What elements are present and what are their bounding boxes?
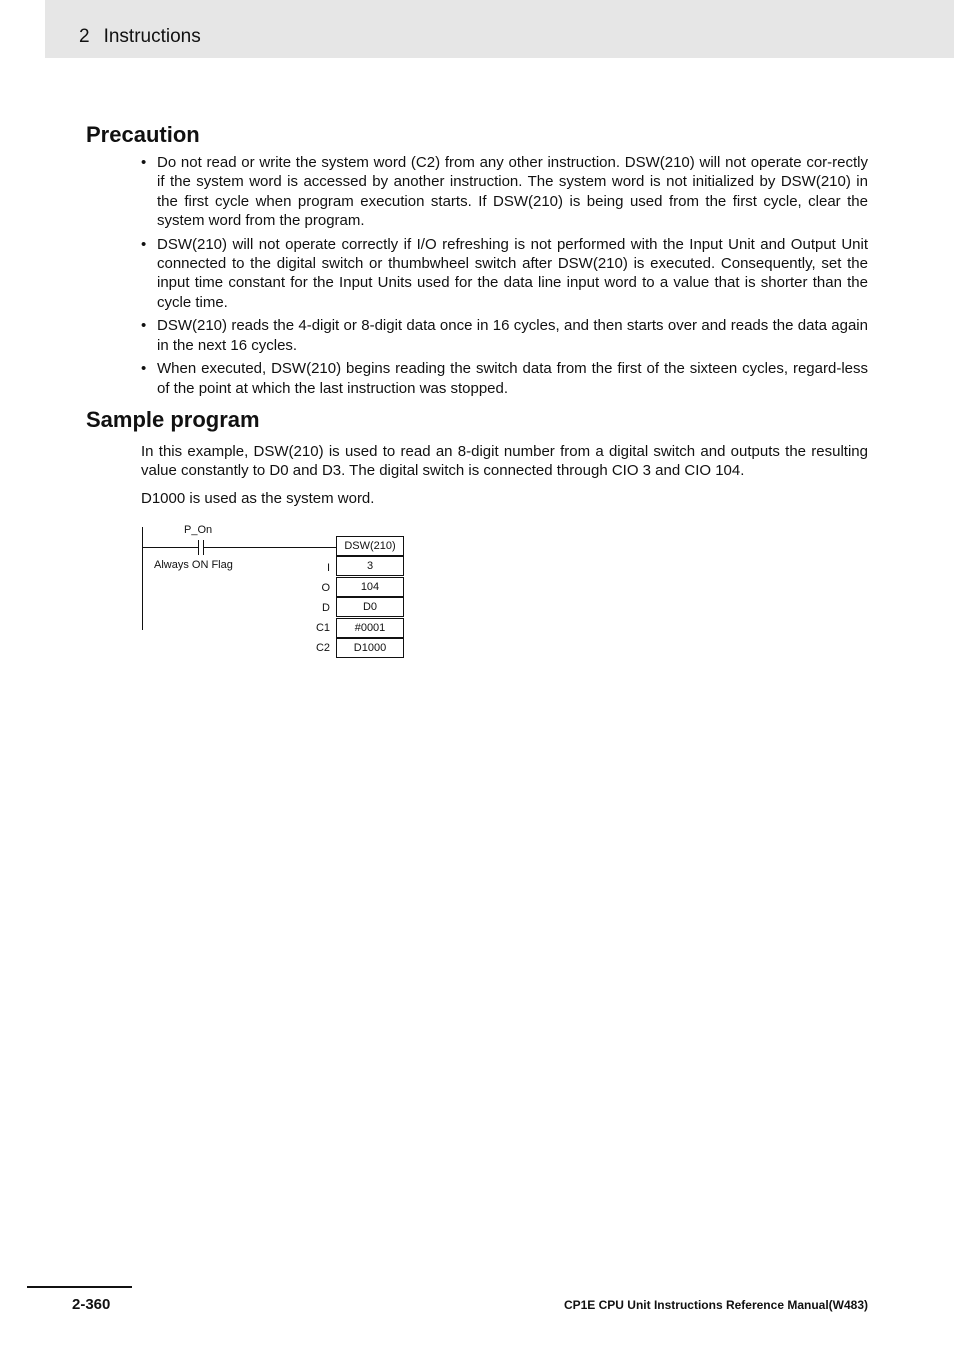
page-number: 2-360 (72, 1296, 111, 1313)
precaution-list (141, 153, 868, 398)
precaution-item: • Do not read or write the system word (C2) from any other instruction. DSW(210) will not operate cor-rectly if the system word is accessed by another instruction. The system word is not initialized by DSW(210) in the first cycle when program execution starts. If DSW(210) is being used from the first cycle, clear the system word from the program. (141, 153, 868, 230)
left-power-rail (142, 527, 143, 630)
operand-value: 104 (336, 577, 404, 597)
rung-wire (204, 547, 336, 548)
sample-paragraph: In this example, DSW(210) is used to read an 8-digit number from a digital switch and outputs the resulting value constantly to D0 and D3. The digital switch is connected through CIO 3 and CIO 104. (141, 443, 868, 480)
sample-program-section (141, 442, 868, 516)
footer-rule (27, 1286, 132, 1288)
precaution-item: • DSW(210) reads the 4-digit or 8-digit data once in 16 cycles, and then starts over and reads the data again in the next 16 cycles. (141, 316, 868, 355)
precaution-heading: Precaution (86, 122, 200, 147)
operand-value: D1000 (336, 638, 404, 658)
ladder-diagram (140, 520, 410, 665)
contact-bar-left (198, 540, 199, 555)
operand-label: O (321, 582, 330, 594)
operand-label: C1 (315, 622, 330, 634)
chapter-number: 2 (79, 26, 90, 47)
chapter-title: Instructions (103, 26, 201, 47)
sample-paragraph: D1000 is used as the system word. (141, 489, 375, 507)
precaution-section (141, 153, 868, 403)
manual-title: CP1E CPU Unit Instructions Reference Manual(W483) (563, 1298, 868, 1312)
operand-value: D0 (336, 597, 404, 617)
rung-wire (143, 547, 199, 548)
contact-comment: Always ON Flag (154, 559, 233, 571)
precaution-item: • When executed, DSW(210) begins reading the switch data from the first of the sixteen cycles, regard-less of the point at which the last instruction was stopped. (141, 359, 868, 398)
operand-value: 3 (336, 556, 404, 576)
contact-name: P_On (184, 524, 213, 536)
operand-label: I (326, 562, 330, 574)
sample-program-heading: Sample program (86, 407, 260, 432)
precaution-item: • DSW(210) will not operate correctly if I/O refreshing is not performed with the Input Unit and Output Unit connected to the digital switch or thumbwheel switch after DSW(210) is executed. Consequently, set the input time constant for the Input Units used for the data line input word to a value that is shorter than the cycle time. (141, 235, 868, 312)
instruction-box: DSW(210) (336, 536, 404, 556)
operand-value: #0001 (336, 618, 404, 638)
operand-label: D (322, 602, 330, 614)
operand-label: C2 (315, 642, 330, 654)
chapter-header (79, 26, 201, 48)
